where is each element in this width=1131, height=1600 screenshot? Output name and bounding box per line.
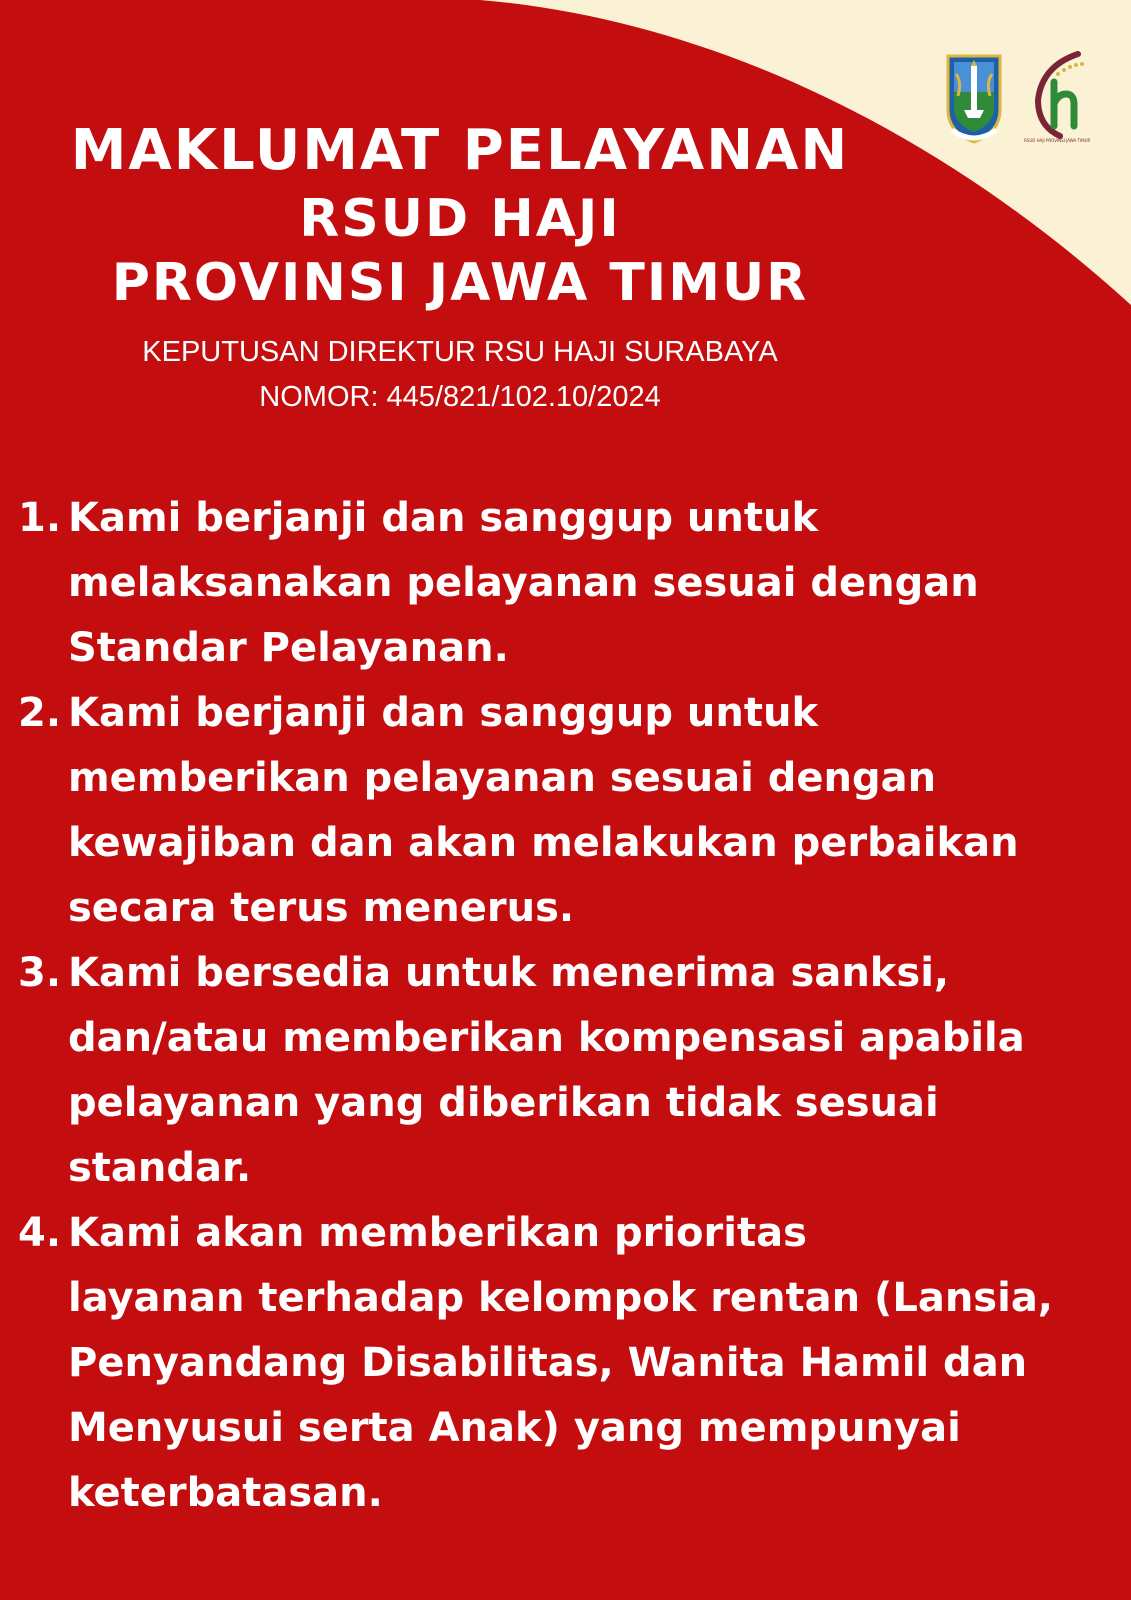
item-text-line: Kami akan memberikan prioritas bbox=[68, 1210, 807, 1256]
item-number: 1. bbox=[18, 495, 62, 541]
item-text-line: keterbatasan. bbox=[68, 1470, 383, 1516]
logo-group bbox=[944, 48, 1094, 148]
item-text-line: melaksanakan pelayanan sesuai dengan bbox=[68, 560, 979, 606]
item-text-line: Kami berjanji dan sanggup untuk bbox=[68, 495, 819, 541]
item-number: 3. bbox=[18, 950, 62, 996]
item-text-line: dan/atau memberikan kompensasi apabila bbox=[68, 1015, 1025, 1061]
item-text-line: Kami berjanji dan sanggup untuk bbox=[68, 690, 819, 736]
item-text-line: pelayanan yang diberikan tidak sesuai bbox=[68, 1080, 939, 1126]
item-text-line: layanan terhadap kelompok rentan (Lansia, bbox=[68, 1275, 1053, 1321]
commitment-item-1 bbox=[18, 486, 1118, 681]
title-line-1: MAKLUMAT PELAYANAN bbox=[70, 118, 850, 183]
item-text-line: Kami bersedia untuk menerima sanksi, bbox=[68, 950, 950, 996]
title-line-3: PROVINSI JAWA TIMUR bbox=[111, 253, 809, 313]
jatim-emblem-icon bbox=[944, 52, 1004, 144]
item-text-line: memberikan pelayanan sesuai dengan bbox=[68, 755, 937, 801]
item-number: 4. bbox=[18, 1210, 62, 1256]
item-text-line: Menyusui serta Anak) yang mempunyai bbox=[68, 1405, 961, 1451]
title-line-2: RSUD HAJI bbox=[299, 189, 621, 249]
item-text-line: standar. bbox=[68, 1145, 252, 1191]
commitment-item-4 bbox=[18, 1201, 1118, 1526]
item-text-line: kewajiban dan akan melakukan perbaikan bbox=[68, 820, 1019, 866]
commitment-item-3 bbox=[18, 941, 1118, 1201]
commitment-list bbox=[18, 486, 1118, 1526]
item-text-line: secara terus menerus. bbox=[68, 885, 575, 931]
commitment-item-2 bbox=[18, 681, 1118, 941]
decree-number: NOMOR: 445/821/102.10/2024 bbox=[259, 381, 661, 413]
decree-line-1: KEPUTUSAN DIREKTUR RSU HAJI SURABAYA bbox=[142, 336, 778, 368]
item-text-line: Penyandang Disabilitas, Wanita Hamil dan bbox=[68, 1340, 1028, 1386]
item-text-line: Standar Pelayanan. bbox=[68, 625, 509, 671]
item-number: 2. bbox=[18, 690, 62, 736]
hospital-h-logo-icon bbox=[1024, 48, 1090, 148]
hospital-logo-text: RSUD HAJI PROVINSI JAWA TIMUR bbox=[1024, 138, 1091, 143]
